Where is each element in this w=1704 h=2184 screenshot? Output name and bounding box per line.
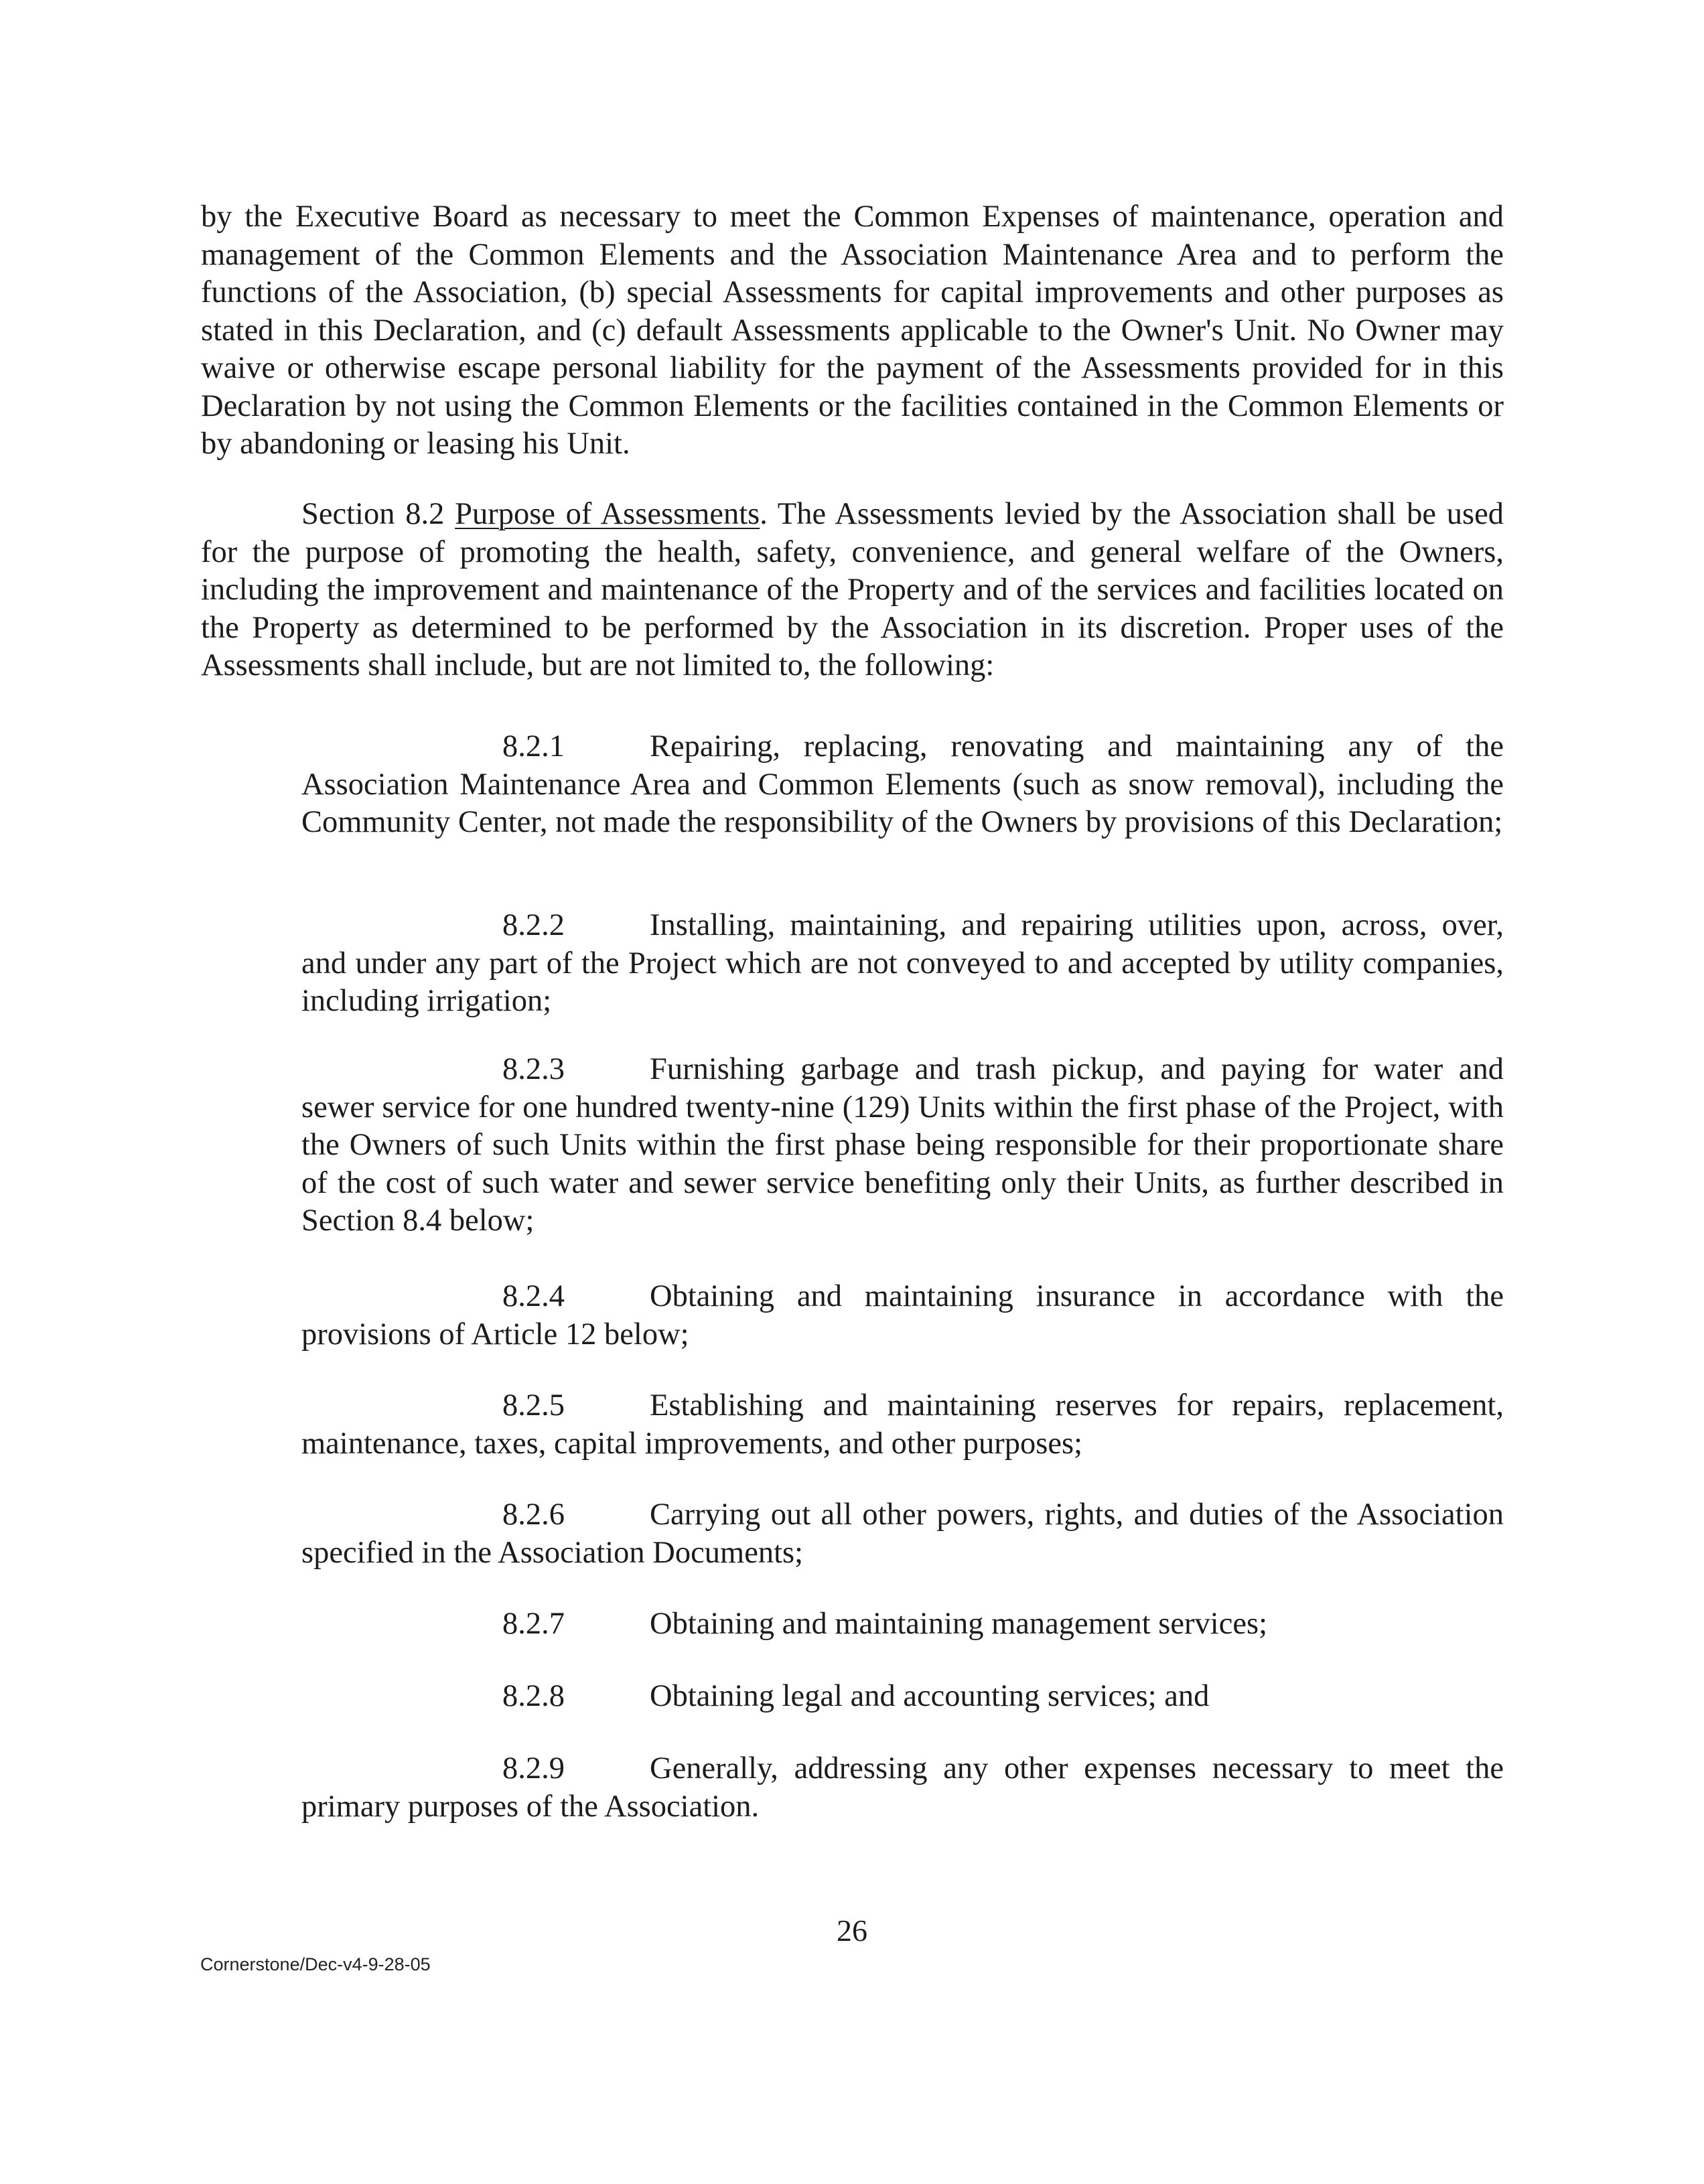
section-heading: Purpose of Assessments (455, 497, 760, 531)
list-item-8-2-4 (301, 1278, 1504, 1354)
item-number: 8.2.9 (502, 1751, 565, 1786)
footer-document-reference: Cornerstone/Dec-v4-9-28-05 (200, 1954, 431, 1974)
item-text: Establishing and maintaining reserves for repairs, replacement, maintenance, taxes, capital improvements, and other purposes; (301, 1388, 1504, 1461)
item-text: Furnishing garbage and trash pickup, and paying for water and sewer service for one hundred twenty-nine (129) Units within the first phase of the Project, with the Owners of such Units within the first phase being responsible for their proportionate share of the cost of such water and sewer service benefiting only their Units, as further described in Section 8.4 below; (301, 1052, 1504, 1238)
item-text: Obtaining and maintaining management services; (650, 1607, 1267, 1641)
list-item-8-2-6 (301, 1496, 1504, 1572)
section-8-2-paragraph (201, 496, 1504, 685)
item-text: Carrying out all other powers, rights, and duties of the Association specified in the Association Documents; (301, 1498, 1504, 1570)
list-item-8-2-3 (301, 1051, 1504, 1240)
item-text: Repairing, replacing, renovating and maintaining any of the Association Maintenance Area and Common Elements (such as snow removal), including the Community Center, not made the responsibility of the Owners by provisions of this Declaration; (301, 729, 1504, 839)
item-number: 8.2.7 (502, 1607, 565, 1641)
list-item-8-2-2 (301, 907, 1504, 1021)
item-text: Installing, maintaining, and repairing utilities upon, across, over, and under any part of the Project which are not conveyed to and accepted by utility companies, including irrigation; (301, 908, 1504, 1018)
list-item-8-2-1 (301, 728, 1504, 842)
list-item-8-2-9 (301, 1750, 1504, 1826)
item-number: 8.2.8 (502, 1679, 565, 1713)
list-item-8-2-7 (301, 1605, 1504, 1644)
item-text: Generally, addressing any other expenses necessary to meet the primary purposes of the Association. (301, 1751, 1504, 1824)
list-item-8-2-5 (301, 1387, 1504, 1463)
page-number: 26 (837, 1913, 867, 1948)
item-text: Obtaining legal and accounting services; and (650, 1679, 1210, 1713)
item-number: 8.2.1 (502, 729, 565, 763)
item-number: 8.2.2 (502, 908, 565, 942)
item-number: 8.2.3 (502, 1052, 565, 1086)
item-number: 8.2.4 (502, 1279, 565, 1313)
continued-paragraph: by the Executive Board as necessary to meet the Common Expenses of maintenance, operation and management of the Common Elements and the Association Maintenance Area and to perform the functions of the Association, (b) special Assessments for capital improvements and other purposes as stated in this Declaration, and (c) default Assessments applicable to the Owner's Unit. No Owner may waive or otherwise escape personal liability for the payment of the Assessments provided for in this Declaration by not using the Common Elements or the facilities contained in the Common Elements or by abandoning or leasing his Unit. (201, 200, 1504, 461)
item-number: 8.2.5 (502, 1388, 565, 1423)
section-label: Section 8.2 (301, 497, 445, 531)
item-number: 8.2.6 (502, 1498, 565, 1532)
section-body: The Assessments levied by the Association shall be used for the purpose of promoting the health, safety, convenience, and general welfare of the Owners, including the improvement and maintenance of the Property and of the services and facilities located on the Property as determined to be performed by the Association in its discretion. Proper uses of the Assessments shall include, but are not limited to, the following: (201, 497, 1504, 682)
section-heading-punct: . (760, 497, 768, 531)
list-item-8-2-8 (301, 1678, 1504, 1716)
item-text: Obtaining and maintaining insurance in accordance with the provisions of Article 12 below; (301, 1279, 1504, 1352)
